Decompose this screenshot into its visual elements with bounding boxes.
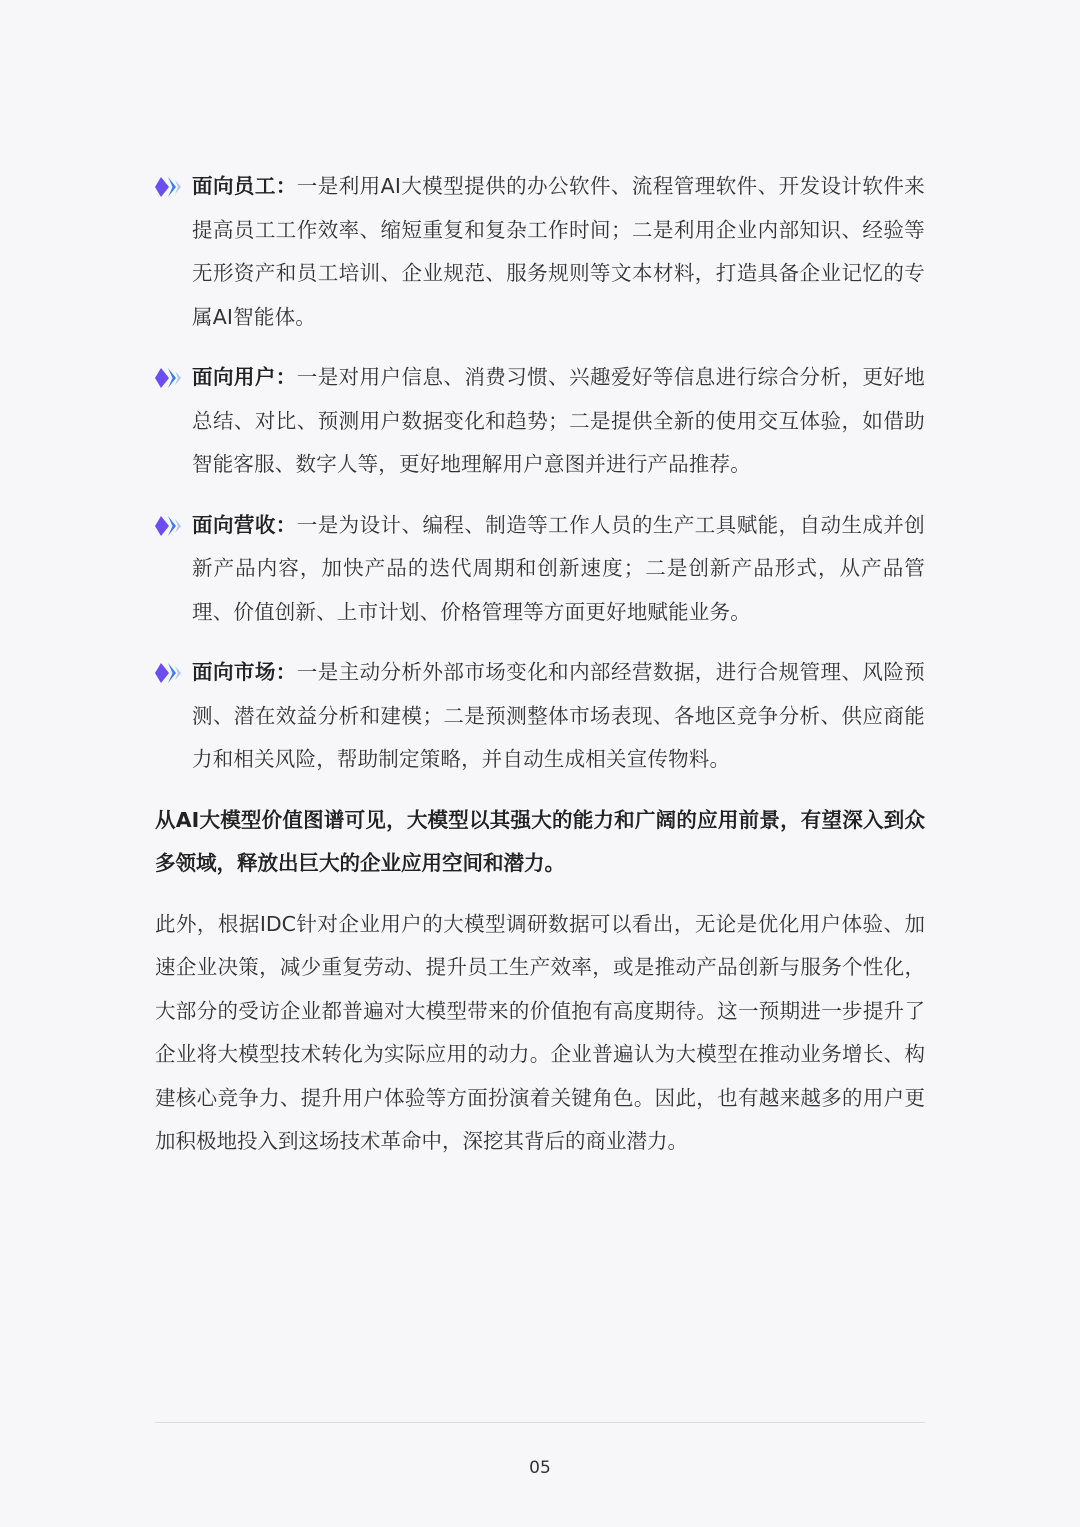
bullet-item-users: [155, 356, 925, 487]
footer-divider: [155, 1422, 925, 1423]
bullet-item-revenue: [155, 504, 925, 635]
summary-paragraph: 从AI大模型价值图谱可见，大模型以其强大的能力和广阔的应用前景，有望深入到众多领域，释放出巨大的企业应用空间和潜力。: [155, 807, 925, 875]
double-chevron-diamond-icon: [155, 367, 181, 389]
content-area: [155, 165, 925, 1164]
bullet-text: 一是主动分析外部市场变化和内部经营数据，进行合规管理、风险预测、潜在效益分析和建模；二是预测整体市场表现、各地区竞争分析、供应商能力和相关风险，帮助制定策略，并自动生成相关宣传物料。: [192, 660, 925, 771]
double-chevron-diamond-icon: [155, 662, 181, 684]
bullet-label: 面向营收：: [192, 512, 297, 537]
bullet-item-market: [155, 651, 925, 782]
page-number: 05: [529, 1458, 551, 1478]
double-chevron-diamond-icon: [155, 515, 181, 537]
bullet-text: 一是利用AI大模型提供的办公软件、流程管理软件、开发设计软件来提高员工工作效率、缩短重复和复杂工作时间；二是利用企业内部知识、经验等无形资产和员工培训、企业规范、服务规则等文本材料，打造具备企业记忆的专属AI智能体。: [192, 174, 926, 329]
bullet-label: 面向市场：: [192, 660, 297, 684]
bullet-text: 一是为设计、编程、制造等工作人员的生产工具赋能，自动生成并创新产品内容，加快产品的迭代周期和创新速度；二是创新产品形式，从产品管理、价值创新、上市计划、价格管理等方面更好地赋能业务。: [192, 512, 925, 624]
bullet-item-employees: [155, 165, 925, 339]
body-paragraph: 此外，根据IDC针对企业用户的大模型调研数据可以看出，无论是优化用户体验、加速企业决策，减少重复劳动、提升员工生产效率，或是推动产品创新与服务个性化，大部分的受访企业都普遍对大模型带来的价值抱有高度期待。这一预期进一步提升了企业将大模型技术转化为实际应用的动力。企业普遍认为大模型在推动业务增长、构建核心竞争力、提升用户体验等方面扮演着关键角色。因此，也有越来越多的用户更加积极地投入到这场技术革命中，深挖其背后的商业潜力。: [155, 911, 925, 1153]
double-chevron-diamond-icon: [155, 176, 181, 198]
bullet-label: 面向用户：: [192, 365, 297, 389]
bullet-label: 面向员工：: [192, 174, 297, 198]
bullet-text: 一是对用户信息、消费习惯、兴趣爱好等信息进行综合分析，更好地总结、对比、预测用户数据变化和趋势；二是提供全新的使用交互体验，如借助智能客服、数字人等，更好地理解用户意图并进行产品推荐。: [192, 365, 925, 476]
